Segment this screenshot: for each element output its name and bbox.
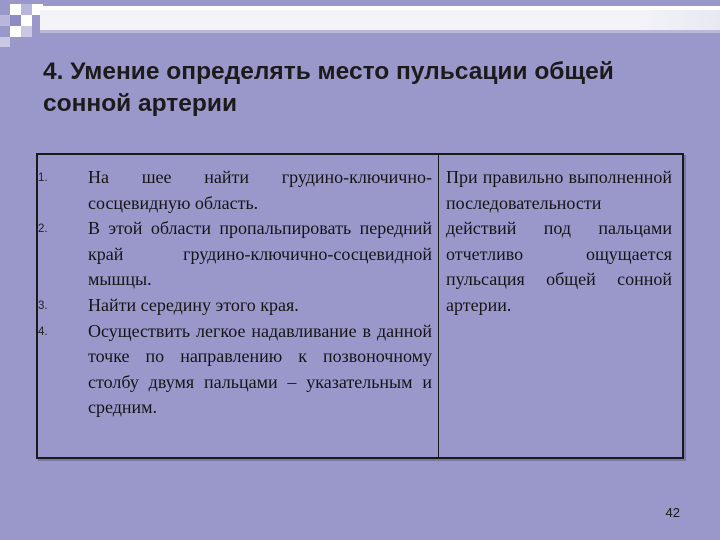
step-item [38,293,436,319]
step-item [38,319,436,421]
deco-square [10,15,21,26]
deco-square [10,26,21,37]
column-divider [438,155,439,457]
step-item [38,216,436,293]
deco-square [21,4,32,15]
step-text: Найти середину этого края. [88,294,299,315]
step-text: В этой области пропальпировать передний край грудино-ключично-сосцевидной мышцы. [88,218,432,290]
step-text: На шее найти грудино-ключично-сосцевидную область. [88,167,432,213]
step-number: 2. [38,223,48,236]
deco-square [0,37,10,47]
deco-square [0,15,10,26]
content-table [36,153,684,459]
slide-title: 4. Умение определять место пульсации общей сонной артерии [43,58,614,117]
page-number: 42 [665,505,680,520]
steps-column [38,165,436,421]
deco-square [21,26,32,37]
step-number: 4. [38,325,48,338]
step-number: 3. [38,299,48,312]
top-band [40,6,720,33]
step-text: Осуществить легкое надавливание в данной точке по направлению к позвоночному столбу двумя пальцами – указательным и средним. [88,320,432,418]
step-number: 1. [38,172,48,184]
result-text: При правильно выполненной последовательности действий под пальцами отчетливо ощущается пульсация общей сонной артерии. [446,167,672,315]
step-item [38,165,436,216]
deco-square [21,15,32,26]
deco-square [10,4,21,15]
